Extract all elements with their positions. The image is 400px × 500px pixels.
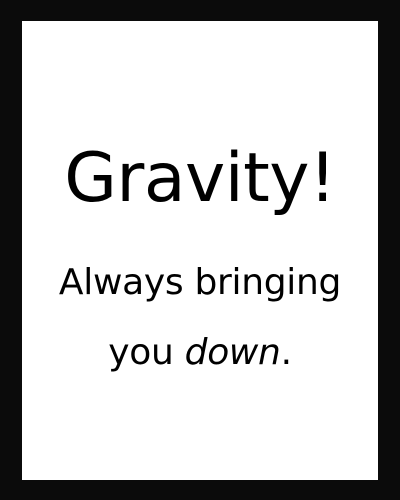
poster-subtitle-line-2	[22, 331, 378, 375]
poster-title: Gravity!	[64, 139, 336, 218]
poster-mat	[22, 21, 378, 480]
subtitle-suffix: .	[280, 332, 292, 373]
subtitle-prefix: you	[108, 332, 185, 373]
subtitle-emphasis: down	[184, 332, 281, 373]
poster-subtitle-line-1: Always bringing	[58, 262, 342, 303]
